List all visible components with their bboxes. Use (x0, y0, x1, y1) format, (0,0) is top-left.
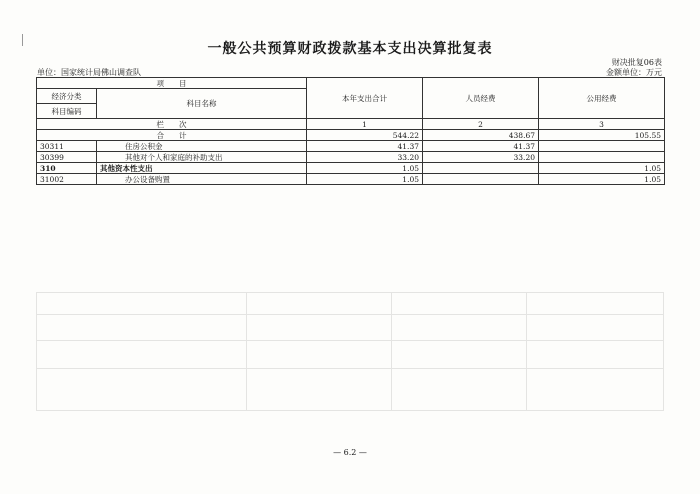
row-total: 1.05 (307, 174, 423, 185)
bleed-line (36, 410, 664, 411)
bleed-line (36, 368, 664, 369)
unit-name: 单位：国家统计局佛山调查队 (37, 68, 141, 77)
amount-unit: 金额单位：万元 (606, 68, 662, 77)
bleed-line (36, 292, 37, 410)
page-number: — 6.2 — (333, 448, 367, 457)
column-number-2: 2 (423, 119, 539, 130)
total-row (37, 130, 665, 141)
row-public (539, 141, 665, 152)
column-number-1: 1 (307, 119, 423, 130)
bleed-line (36, 292, 664, 293)
total-public: 105.55 (539, 130, 665, 141)
header-personnel: 人员经费 (423, 78, 539, 119)
row-total: 33.20 (307, 152, 423, 163)
bleed-through-grid (36, 292, 664, 412)
row-personnel (423, 174, 539, 185)
table-row (37, 141, 665, 152)
total-label: 合 计 (37, 130, 307, 141)
header-econ-class: 经济分类 (37, 89, 97, 104)
budget-table (36, 77, 665, 185)
row-total: 1.05 (307, 163, 423, 174)
row-code: 30399 (37, 152, 97, 163)
bleed-line (526, 292, 527, 410)
row-code: 310 (37, 163, 97, 174)
table-row (37, 174, 665, 185)
header-subject-code: 科目编码 (37, 104, 97, 119)
row-name: 其他对个人和家庭的补助支出 (97, 152, 307, 163)
bleed-line (36, 340, 664, 341)
header-public: 公用经费 (539, 78, 665, 119)
row-name: 办公设备购置 (97, 174, 307, 185)
total-personnel: 438.67 (423, 130, 539, 141)
row-public: 1.05 (539, 163, 665, 174)
bleed-line (663, 292, 664, 410)
bleed-line (36, 314, 664, 315)
row-personnel: 33.20 (423, 152, 539, 163)
table-row (37, 163, 665, 174)
column-number-row (37, 119, 665, 130)
header-total: 本年支出合计 (307, 78, 423, 119)
row-code: 30311 (37, 141, 97, 152)
row-personnel (423, 163, 539, 174)
row-name: 住房公积金 (97, 141, 307, 152)
header-row-project (37, 78, 665, 89)
header-project: 项 目 (37, 78, 307, 89)
row-name: 其他资本性支出 (97, 163, 307, 174)
row-public: 1.05 (539, 174, 665, 185)
row-total: 41.37 (307, 141, 423, 152)
bleed-line (391, 292, 392, 410)
column-number-3: 3 (539, 119, 665, 130)
row-code: 31002 (37, 174, 97, 185)
total-value: 544.22 (307, 130, 423, 141)
form-code: 财决批复06表 (611, 58, 662, 67)
row-public (539, 152, 665, 163)
bleed-line (246, 292, 247, 410)
header-subject-name: 科目名称 (97, 89, 307, 119)
column-number-label: 栏 次 (37, 119, 307, 130)
row-personnel: 41.37 (423, 141, 539, 152)
document-title: 一般公共预算财政拨款基本支出决算批复表 (207, 41, 493, 57)
table-row (37, 152, 665, 163)
